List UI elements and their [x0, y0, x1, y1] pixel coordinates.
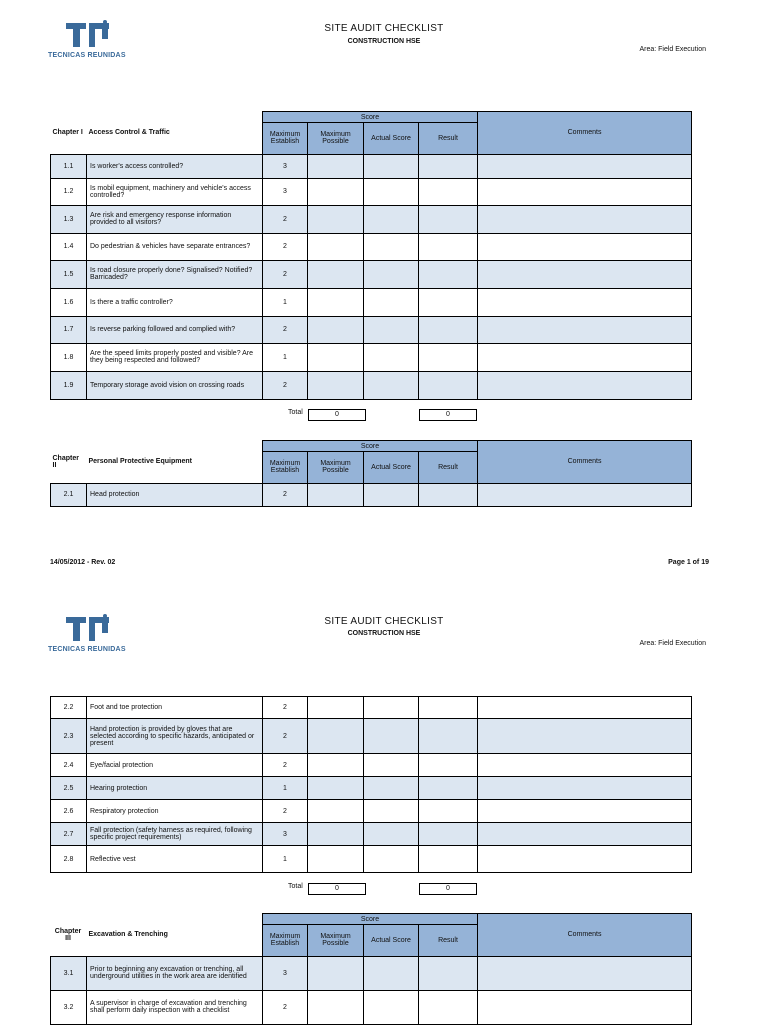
result-header: Result	[419, 925, 478, 956]
total-possible-box: 0	[308, 883, 366, 895]
row-max: 2	[263, 316, 308, 343]
comments-cell[interactable]	[478, 697, 692, 719]
actual-score-cell[interactable]	[364, 990, 419, 1024]
comments-cell[interactable]	[478, 260, 692, 288]
score-header: Score	[263, 441, 478, 452]
chapter3-table	[50, 913, 692, 1025]
result-cell[interactable]	[419, 260, 478, 288]
row-question: Eye/facial protection	[87, 754, 263, 777]
document-subtitle: CONSTRUCTION HSE	[347, 630, 421, 637]
chapter2-total	[0, 883, 768, 895]
row-max: 2	[263, 719, 308, 754]
table-row	[51, 719, 692, 754]
row-number: 3.2	[51, 990, 87, 1024]
document-title: SITE AUDIT CHECKLIST	[324, 23, 444, 34]
max-possible-cell[interactable]	[308, 288, 364, 316]
row-max: 2	[263, 483, 308, 506]
result-cell[interactable]	[419, 800, 478, 823]
comments-cell[interactable]	[478, 990, 692, 1024]
max-possible-cell[interactable]	[308, 154, 364, 178]
row-max: 3	[263, 823, 308, 846]
max-possible-cell[interactable]	[308, 178, 364, 205]
row-number: 1.3	[51, 205, 87, 233]
row-max: 2	[263, 754, 308, 777]
table-row	[51, 316, 692, 343]
max-possible-header: Maximum Possible	[308, 123, 364, 154]
row-max: 3	[263, 956, 308, 990]
row-max: 2	[263, 800, 308, 823]
row-question: Hearing protection	[87, 777, 263, 800]
result-cell[interactable]	[419, 316, 478, 343]
row-question: Is worker's access controlled?	[87, 154, 263, 178]
row-question: Foot and toe protection	[87, 697, 263, 719]
max-possible-cell[interactable]	[308, 777, 364, 800]
row-max: 3	[263, 154, 308, 178]
result-cell[interactable]	[419, 846, 478, 873]
result-cell[interactable]	[419, 205, 478, 233]
row-max: 2	[263, 697, 308, 719]
table-row	[51, 754, 692, 777]
max-possible-cell[interactable]	[308, 260, 364, 288]
comments-cell[interactable]	[478, 233, 692, 260]
max-establish-header: Maximum Establish	[263, 123, 308, 154]
result-cell[interactable]	[419, 371, 478, 399]
comments-cell[interactable]	[478, 178, 692, 205]
total-result-box: 0	[419, 409, 477, 421]
table-row	[51, 956, 692, 990]
actual-score-cell[interactable]	[364, 233, 419, 260]
row-max: 1	[263, 846, 308, 873]
row-question: Is reverse parking followed and complied with?	[87, 316, 263, 343]
actual-score-header: Actual Score	[364, 123, 419, 154]
actual-score-cell[interactable]	[364, 371, 419, 399]
row-max: 1	[263, 343, 308, 371]
actual-score-cell[interactable]	[364, 154, 419, 178]
result-cell[interactable]	[419, 483, 478, 506]
actual-score-cell[interactable]	[364, 823, 419, 846]
total-result-box: 0	[419, 883, 477, 895]
result-cell[interactable]	[419, 754, 478, 777]
row-max: 2	[263, 260, 308, 288]
result-cell[interactable]	[419, 154, 478, 178]
total-label: Total	[288, 409, 303, 416]
table-row	[51, 260, 692, 288]
chapter1-label: Chapter I	[52, 129, 83, 136]
row-max: 2	[263, 205, 308, 233]
actual-score-header: Actual Score	[364, 452, 419, 483]
table-row	[51, 343, 692, 371]
comments-cell[interactable]	[478, 800, 692, 823]
table-row	[51, 205, 692, 233]
actual-score-cell[interactable]	[364, 956, 419, 990]
actual-score-cell[interactable]	[364, 754, 419, 777]
row-question: Head protection	[87, 483, 263, 506]
row-question: Respiratory protection	[87, 800, 263, 823]
chapter1-total	[0, 409, 768, 421]
comments-header: Comments	[478, 441, 692, 484]
row-number: 2.7	[51, 823, 87, 846]
max-possible-cell[interactable]	[308, 846, 364, 873]
row-max: 1	[263, 777, 308, 800]
max-possible-header: Maximum Possible	[308, 452, 364, 483]
max-establish-header: Maximum Establish	[263, 925, 308, 956]
row-max: 2	[263, 233, 308, 260]
row-max: 2	[263, 371, 308, 399]
result-cell[interactable]	[419, 178, 478, 205]
comments-cell[interactable]	[478, 846, 692, 873]
row-question: Do pedestrian & vehicles have separate entrances?	[87, 233, 263, 260]
company-name: TECNICAS REUNIDAS	[48, 52, 126, 59]
max-possible-cell[interactable]	[308, 956, 364, 990]
comments-cell[interactable]	[478, 316, 692, 343]
document-title: SITE AUDIT CHECKLIST	[324, 616, 444, 627]
row-number: 1.6	[51, 288, 87, 316]
area-label: Area: Field Execution	[639, 640, 706, 647]
max-possible-cell[interactable]	[308, 754, 364, 777]
max-possible-cell[interactable]	[308, 316, 364, 343]
page-2	[0, 596, 768, 1024]
table-row	[51, 178, 692, 205]
result-cell[interactable]	[419, 777, 478, 800]
table-row	[51, 777, 692, 800]
actual-score-cell[interactable]	[364, 343, 419, 371]
row-question: Are risk and emergency response information provided to all visitors?	[87, 205, 263, 233]
row-number: 1.2	[51, 178, 87, 205]
table-row	[51, 371, 692, 399]
row-question: Are the speed limits properly posted and visible? Are they being respected and followed?	[87, 343, 263, 371]
total-possible-box: 0	[308, 409, 366, 421]
actual-score-cell[interactable]	[364, 483, 419, 506]
chapter3-label: Chapter III	[54, 927, 82, 942]
comments-cell[interactable]	[478, 154, 692, 178]
row-question: Prior to beginning any excavation or trenching, all underground utilities in the work area are identified	[87, 956, 263, 990]
row-number: 1.7	[51, 316, 87, 343]
row-number: 1.1	[51, 154, 87, 178]
actual-score-cell[interactable]	[364, 697, 419, 719]
result-cell[interactable]	[419, 823, 478, 846]
max-possible-cell[interactable]	[308, 483, 364, 506]
comments-cell[interactable]	[478, 823, 692, 846]
max-possible-cell[interactable]	[308, 233, 364, 260]
row-question: A supervisor in charge of excavation and trenching shall perform daily inspection with a checklist	[87, 990, 263, 1024]
chapter2-title: Personal Protective Equipment	[88, 458, 192, 465]
chapter2-table	[50, 440, 692, 507]
max-possible-cell[interactable]	[308, 371, 364, 399]
score-header: Score	[263, 112, 478, 123]
row-number: 1.8	[51, 343, 87, 371]
row-number: 2.5	[51, 777, 87, 800]
table-row	[51, 233, 692, 260]
comments-header: Comments	[478, 112, 692, 155]
comments-cell[interactable]	[478, 343, 692, 371]
row-question: Fall protection (safety harness as required, following specific project requirements)	[87, 823, 263, 846]
comments-cell[interactable]	[478, 205, 692, 233]
result-header: Result	[419, 452, 478, 483]
table-row	[51, 288, 692, 316]
row-number: 1.5	[51, 260, 87, 288]
row-max: 1	[263, 288, 308, 316]
result-cell[interactable]	[419, 719, 478, 754]
comments-cell[interactable]	[478, 371, 692, 399]
row-question: Is there a traffic controller?	[87, 288, 263, 316]
row-number: 2.8	[51, 846, 87, 873]
actual-score-cell[interactable]	[364, 288, 419, 316]
row-number: 2.4	[51, 754, 87, 777]
actual-score-cell[interactable]	[364, 260, 419, 288]
actual-score-header: Actual Score	[364, 925, 419, 956]
document-subtitle: CONSTRUCTION HSE	[347, 38, 421, 45]
comments-cell[interactable]	[478, 483, 692, 506]
area-label: Area: Field Execution	[639, 46, 706, 53]
max-possible-cell[interactable]	[308, 823, 364, 846]
actual-score-cell[interactable]	[364, 777, 419, 800]
comments-cell[interactable]	[478, 754, 692, 777]
max-possible-header: Maximum Possible	[308, 925, 364, 956]
max-possible-cell[interactable]	[308, 697, 364, 719]
row-number: 3.1	[51, 956, 87, 990]
chapter1-title: Access Control & Traffic	[88, 129, 170, 136]
chapter2-label: Chapter II	[52, 454, 79, 469]
actual-score-cell[interactable]	[364, 316, 419, 343]
footer-date-rev: 14/05/2012 - Rev. 02	[50, 559, 116, 566]
comments-cell[interactable]	[478, 288, 692, 316]
row-max: 2	[263, 990, 308, 1024]
max-possible-cell[interactable]	[308, 800, 364, 823]
comments-cell[interactable]	[478, 719, 692, 754]
comments-cell[interactable]	[478, 777, 692, 800]
table-row	[51, 154, 692, 178]
result-cell[interactable]	[419, 956, 478, 990]
footer-page-number: Page 1 of 19	[668, 559, 709, 566]
result-header: Result	[419, 123, 478, 154]
row-number: 1.9	[51, 371, 87, 399]
result-cell[interactable]	[419, 288, 478, 316]
chapter1-table	[50, 111, 692, 400]
max-possible-cell[interactable]	[308, 205, 364, 233]
table-row	[51, 990, 692, 1024]
row-question: Hand protection is provided by gloves that are selected according to specific hazards, anticipated or present	[87, 719, 263, 754]
comments-cell[interactable]	[478, 956, 692, 990]
max-possible-cell[interactable]	[308, 719, 364, 754]
row-number: 2.6	[51, 800, 87, 823]
comments-header: Comments	[478, 914, 692, 957]
row-question: Reflective vest	[87, 846, 263, 873]
company-name: TECNICAS REUNIDAS	[48, 646, 126, 653]
max-possible-cell[interactable]	[308, 990, 364, 1024]
row-max: 3	[263, 178, 308, 205]
table-row	[51, 846, 692, 873]
max-possible-cell[interactable]	[308, 343, 364, 371]
result-cell[interactable]	[419, 697, 478, 719]
row-question: Temporary storage avoid vision on crossing roads	[87, 371, 263, 399]
score-header: Score	[263, 914, 478, 925]
row-question: Is mobil equipment, machinery and vehicle's access controlled?	[87, 178, 263, 205]
row-number: 1.4	[51, 233, 87, 260]
max-establish-header: Maximum Establish	[263, 452, 308, 483]
table-row	[51, 823, 692, 846]
row-number: 2.3	[51, 719, 87, 754]
actual-score-cell[interactable]	[364, 178, 419, 205]
actual-score-cell[interactable]	[364, 800, 419, 823]
result-cell[interactable]	[419, 233, 478, 260]
row-question: Is road closure properly done? Signalised? Notified? Barricaded?	[87, 260, 263, 288]
table-row	[51, 483, 692, 506]
chapter2-continued-table	[50, 696, 692, 873]
row-number: 2.2	[51, 697, 87, 719]
actual-score-cell[interactable]	[364, 205, 419, 233]
actual-score-cell[interactable]	[364, 846, 419, 873]
row-number: 2.1	[51, 483, 87, 506]
result-cell[interactable]	[419, 343, 478, 371]
chapter3-title: Excavation & Trenching	[88, 931, 168, 938]
table-row	[51, 697, 692, 719]
total-label: Total	[288, 883, 303, 890]
table-row	[51, 800, 692, 823]
actual-score-cell[interactable]	[364, 719, 419, 754]
result-cell[interactable]	[419, 990, 478, 1024]
